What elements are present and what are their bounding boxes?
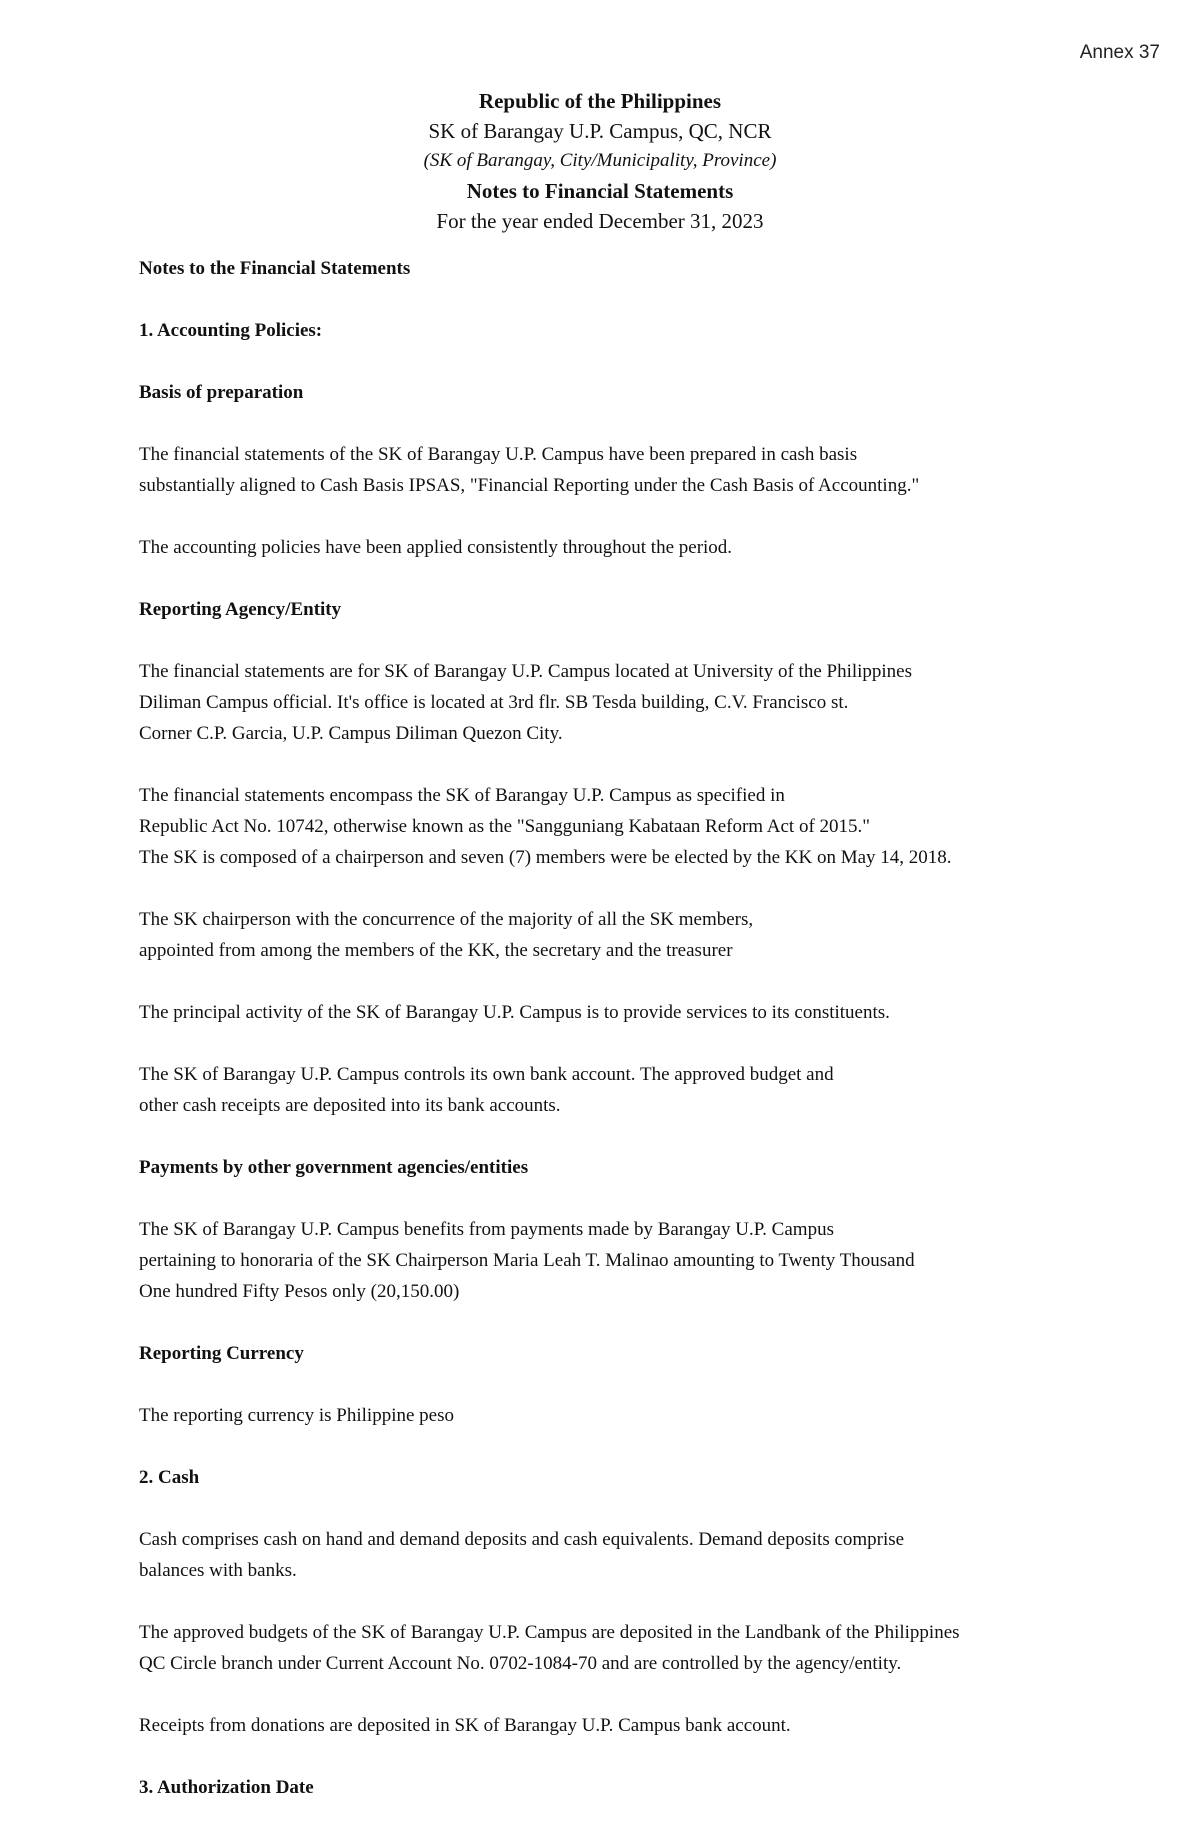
entity-paragraph-2 (139, 780, 1079, 873)
cash-heading: 2. Cash (139, 1467, 200, 1488)
text-line: appointed from among the members of the KK, the secretary and the treasurer (139, 940, 733, 961)
text-line: other cash receipts are deposited into its bank accounts. (139, 1095, 561, 1116)
entity-paragraph-5 (139, 1059, 1079, 1121)
basis-paragraph-2 (139, 532, 1079, 563)
authorization-heading: 3. Authorization Date (139, 1777, 314, 1798)
payments-heading: Payments by other government agencies/entities (139, 1157, 529, 1178)
payments-paragraph (139, 1214, 1079, 1307)
document-body (139, 253, 1079, 1834)
basis-paragraph-1 (139, 439, 1079, 501)
text-line: balances with banks. (139, 1560, 297, 1581)
period-text: For the year ended December 31, 2023 (436, 209, 764, 233)
text-line: The financial statements encompass the SK of Barangay U.P. Campus as specified in (139, 785, 785, 806)
notes-title: Notes to the Financial Statements (139, 258, 411, 279)
entity-hint: (SK of Barangay, City/Municipality, Province) (423, 150, 777, 171)
text-line: Corner C.P. Garcia, U.P. Campus Diliman Quezon City. (139, 723, 563, 744)
republic-title: Republic of the Philippines (478, 89, 722, 113)
text-line: The principal activity of the SK of Barangay U.P. Campus is to provide services to its constituents. (139, 1002, 890, 1023)
cash-paragraph-1 (139, 1524, 1079, 1586)
basis-heading: Basis of preparation (139, 382, 304, 403)
annex-label: Annex 37 (1079, 42, 1160, 63)
text-line: Cash comprises cash on hand and demand deposits and cash equivalents. Demand deposits comprise (139, 1529, 905, 1550)
document-header (0, 86, 1200, 236)
text-line: One hundred Fifty Pesos only (20,150.00) (139, 1281, 460, 1302)
document-title: Notes to Financial Statements (466, 179, 734, 203)
entity-paragraph-3 (139, 904, 1079, 966)
text-line: The financial statements are for SK of Barangay U.P. Campus located at University of the Philippines (139, 661, 913, 682)
currency-heading: Reporting Currency (139, 1343, 304, 1364)
text-line: QC Circle branch under Current Account No. 0702-1084-70 and are controlled by the agency/entity. (139, 1653, 902, 1674)
text-line: The accounting policies have been applied consistently throughout the period. (139, 537, 733, 558)
text-line: The SK chairperson with the concurrence of the majority of all the SK members, (139, 909, 754, 930)
text-line: The financial statements of the SK of Barangay U.P. Campus have been prepared in cash basis (139, 444, 858, 465)
text-line: Receipts from donations are deposited in SK of Barangay U.P. Campus bank account. (139, 1715, 791, 1736)
entity-name: SK of Barangay U.P. Campus, QC, NCR (428, 119, 772, 143)
text-line: The reporting currency is Philippine peso (139, 1405, 455, 1426)
text-line: pertaining to honoraria of the SK Chairperson Maria Leah T. Malinao amounting to Twenty Thousand (139, 1250, 915, 1271)
text-line: substantially aligned to Cash Basis IPSAS, "Financial Reporting under the Cash Basis of Accounting." (139, 475, 920, 496)
text-line: Diliman Campus official. It's office is located at 3rd flr. SB Tesda building, C.V. Francisco st. (139, 692, 849, 713)
text-line: The approved budgets of the SK of Barangay U.P. Campus are deposited in the Landbank of the Philippines (139, 1622, 960, 1643)
entity-paragraph-1 (139, 656, 1079, 749)
entity-paragraph-4 (139, 997, 1079, 1028)
text-line: The SK of Barangay U.P. Campus controls its own bank account. The approved budget and (139, 1064, 834, 1085)
text-line: The SK is composed of a chairperson and seven (7) members were be elected by the KK on May 14, 2018. (139, 847, 952, 868)
text-line: Republic Act No. 10742, otherwise known as the "Sangguniang Kabataan Reform Act of 2015." (139, 816, 871, 837)
accounting-policies-heading: 1. Accounting Policies: (139, 320, 323, 341)
cash-paragraph-2 (139, 1617, 1079, 1679)
text-line: The SK of Barangay U.P. Campus benefits from payments made by Barangay U.P. Campus (139, 1219, 834, 1240)
cash-paragraph-3 (139, 1710, 1079, 1741)
currency-paragraph (139, 1400, 1079, 1431)
reporting-entity-heading: Reporting Agency/Entity (139, 599, 342, 620)
